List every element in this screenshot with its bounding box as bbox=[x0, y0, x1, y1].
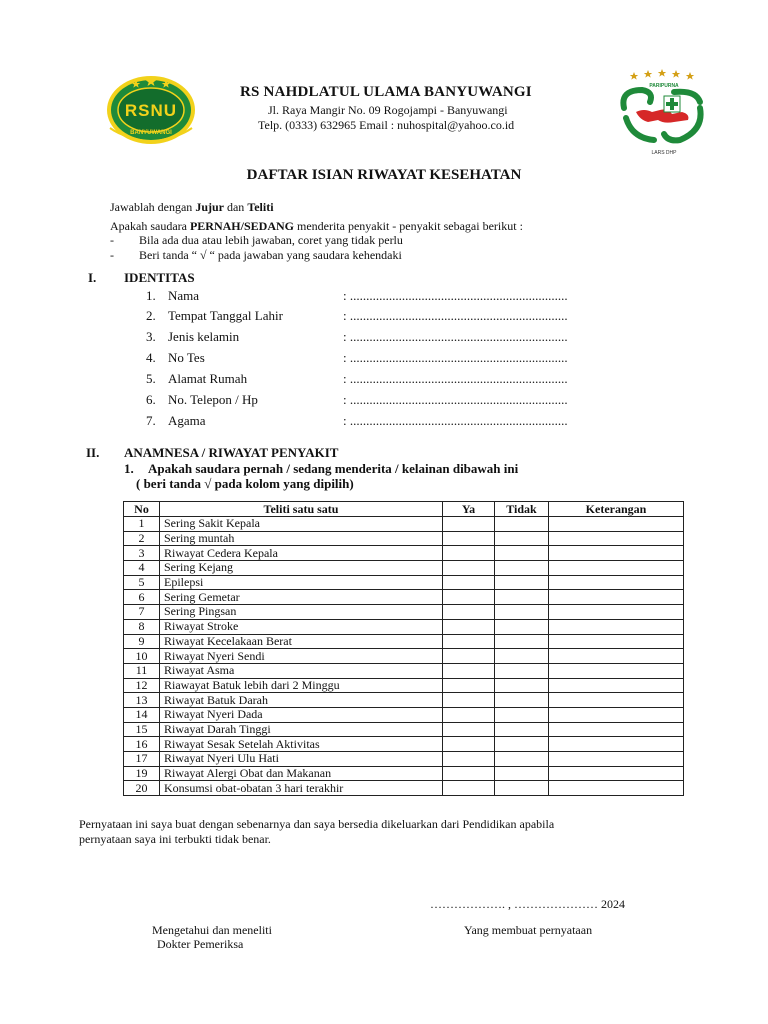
field-blank[interactable]: : ................................................................... bbox=[343, 371, 568, 386]
signature-right-line-1: Yang membuat pernyataan bbox=[464, 923, 593, 937]
logo-left-text: RSNU bbox=[124, 101, 178, 120]
cell-tidak[interactable] bbox=[495, 678, 549, 693]
cell-tidak[interactable] bbox=[495, 781, 549, 796]
bullet-1-text: Bila ada dua atau lebih jawaban, coret yang tidak perlu bbox=[139, 233, 403, 247]
header-item: Teliti satu satu bbox=[160, 502, 443, 517]
table-row bbox=[124, 546, 684, 561]
logo-left-subtext: BANYUWANGI bbox=[130, 130, 172, 136]
cell-tidak[interactable] bbox=[495, 575, 549, 590]
field-jenis-kelamin[interactable] bbox=[0, 329, 768, 345]
field-number: 7. bbox=[146, 413, 156, 428]
cell-keterangan[interactable] bbox=[549, 781, 684, 796]
table-row bbox=[124, 707, 684, 722]
cell-keterangan[interactable] bbox=[549, 561, 684, 576]
cell-ya[interactable] bbox=[443, 766, 495, 781]
hospital-name: RS NAHDLATUL ULAMA BANYUWANGI bbox=[240, 84, 532, 100]
cell-keterangan[interactable] bbox=[549, 590, 684, 605]
row-no: 17 bbox=[124, 752, 160, 767]
cell-ya[interactable] bbox=[443, 781, 495, 796]
hospital-contact: Telp. (0333) 632965 Email : nuhospital@yahoo.co.id bbox=[258, 118, 515, 132]
header-ya: Ya bbox=[443, 502, 495, 517]
field-number: 1. bbox=[146, 288, 156, 303]
row-item: Sering Sakit Kepala bbox=[160, 517, 443, 532]
instruction-1-prefix: Jawablah dengan bbox=[110, 200, 193, 214]
cell-tidak[interactable] bbox=[495, 737, 549, 752]
cell-ya[interactable] bbox=[443, 517, 495, 532]
cell-tidak[interactable] bbox=[495, 693, 549, 708]
row-no: 8 bbox=[124, 619, 160, 634]
table-row bbox=[124, 781, 684, 796]
field-blank[interactable]: : ................................................................... bbox=[343, 288, 568, 303]
rsnu-logo bbox=[104, 72, 198, 146]
row-item: Riwayat Stroke bbox=[160, 619, 443, 634]
table-row bbox=[124, 766, 684, 781]
field-blank[interactable]: : ................................................................... bbox=[343, 350, 568, 365]
row-item: Sering muntah bbox=[160, 531, 443, 546]
cell-ya[interactable] bbox=[443, 722, 495, 737]
row-item: Sering Gemetar bbox=[160, 590, 443, 605]
row-no: 3 bbox=[124, 546, 160, 561]
cell-keterangan[interactable] bbox=[549, 693, 684, 708]
row-item: Konsumsi obat-obatan 3 hari terakhir bbox=[160, 781, 443, 796]
row-item: Riwayat Batuk Darah bbox=[160, 693, 443, 708]
question-note: ( beri tanda √ pada kolom yang dipilih) bbox=[136, 476, 354, 491]
statement-line-1: Pernyataan ini saya buat dengan sebenarnya dan saya bersedia dikeluarkan dari Pendidikan apabila bbox=[79, 817, 555, 831]
cell-ya[interactable] bbox=[443, 546, 495, 561]
field-no-telepon[interactable] bbox=[0, 392, 768, 408]
cell-ya[interactable] bbox=[443, 707, 495, 722]
cell-ya[interactable] bbox=[443, 634, 495, 649]
cell-tidak[interactable] bbox=[495, 517, 549, 532]
row-item: Riwayat Nyeri Ulu Hati bbox=[160, 752, 443, 767]
question-number: 1. bbox=[124, 461, 134, 476]
cell-keterangan[interactable] bbox=[549, 752, 684, 767]
row-no: 12 bbox=[124, 678, 160, 693]
section-ii-numeral: II. bbox=[86, 445, 100, 460]
medical-history-table bbox=[123, 501, 684, 796]
field-no-tes[interactable] bbox=[0, 350, 768, 366]
row-item: Riwayat Asma bbox=[160, 663, 443, 678]
row-item: Riwayat Kecelakaan Berat bbox=[160, 634, 443, 649]
row-no: 10 bbox=[124, 649, 160, 664]
cell-tidak[interactable] bbox=[495, 663, 549, 678]
document-title: DAFTAR ISIAN RIWAYAT KESEHATAN bbox=[246, 167, 522, 183]
instruction-1-teliti: Teliti bbox=[247, 200, 274, 214]
cell-keterangan[interactable] bbox=[549, 678, 684, 693]
table-row bbox=[124, 634, 684, 649]
field-label: No Tes bbox=[168, 350, 205, 365]
field-nama[interactable] bbox=[0, 288, 768, 304]
row-item: Riwayat Nyeri Sendi bbox=[160, 649, 443, 664]
cell-ya[interactable] bbox=[443, 531, 495, 546]
bullet-2-mark: - bbox=[110, 248, 114, 262]
bullet-1-mark: - bbox=[110, 233, 114, 247]
table-row bbox=[124, 649, 684, 664]
cell-tidak[interactable] bbox=[495, 605, 549, 620]
field-agama[interactable] bbox=[0, 413, 768, 429]
row-no: 1 bbox=[124, 517, 160, 532]
table-row bbox=[124, 752, 684, 767]
instruction-1-jujur: Jujur bbox=[195, 200, 224, 214]
cell-ya[interactable] bbox=[443, 752, 495, 767]
cell-ya[interactable] bbox=[443, 561, 495, 576]
instruction-line-1 bbox=[110, 200, 274, 215]
table-row bbox=[124, 605, 684, 620]
row-item: Epilepsi bbox=[160, 575, 443, 590]
row-no: 4 bbox=[124, 561, 160, 576]
cell-tidak[interactable] bbox=[495, 707, 549, 722]
bullet-2-text: Beri tanda “ √ “ pada jawaban yang saudara kehendaki bbox=[139, 248, 402, 262]
cell-keterangan[interactable] bbox=[549, 707, 684, 722]
field-number: 3. bbox=[146, 329, 156, 344]
field-blank[interactable]: : ................................................................... bbox=[343, 308, 568, 323]
field-label: Tempat Tanggal Lahir bbox=[168, 308, 283, 323]
table-row bbox=[124, 737, 684, 752]
cell-keterangan[interactable] bbox=[549, 722, 684, 737]
row-item: Riawayat Batuk lebih dari 2 Minggu bbox=[160, 678, 443, 693]
row-no: 13 bbox=[124, 693, 160, 708]
row-no: 19 bbox=[124, 766, 160, 781]
logo-right-top: PARIPURNA bbox=[649, 83, 679, 89]
table-row bbox=[124, 561, 684, 576]
row-item: Sering Pingsan bbox=[160, 605, 443, 620]
row-item: Riwayat Nyeri Dada bbox=[160, 707, 443, 722]
cell-ya[interactable] bbox=[443, 605, 495, 620]
table-row bbox=[124, 590, 684, 605]
table-row bbox=[124, 663, 684, 678]
header-keterangan: Keterangan bbox=[549, 502, 684, 517]
instruction-line-2 bbox=[110, 219, 523, 234]
field-label: Alamat Rumah bbox=[168, 371, 248, 386]
cell-tidak[interactable] bbox=[495, 531, 549, 546]
field-number: 4. bbox=[146, 350, 156, 365]
logo-right-bottom: LARS DHP bbox=[651, 150, 677, 156]
table-row bbox=[124, 693, 684, 708]
question-text: Apakah saudara pernah / sedang menderita / kelainan dibawah ini bbox=[148, 461, 519, 476]
section-i-numeral: I. bbox=[88, 270, 97, 285]
paripurna-logo bbox=[614, 68, 710, 160]
table-row bbox=[124, 517, 684, 532]
cell-keterangan[interactable] bbox=[549, 517, 684, 532]
cell-keterangan[interactable] bbox=[549, 649, 684, 664]
cell-keterangan[interactable] bbox=[549, 634, 684, 649]
table-row bbox=[124, 722, 684, 737]
row-no: 5 bbox=[124, 575, 160, 590]
field-alamat-rumah[interactable] bbox=[0, 371, 768, 387]
instruction-2-bold: PERNAH/SEDANG bbox=[189, 219, 294, 233]
cell-tidak[interactable] bbox=[495, 766, 549, 781]
table-row bbox=[124, 531, 684, 546]
row-item: Riwayat Cedera Kepala bbox=[160, 546, 443, 561]
header-no: No bbox=[124, 502, 160, 517]
field-label: Nama bbox=[168, 288, 200, 303]
cell-tidak[interactable] bbox=[495, 649, 549, 664]
cell-keterangan[interactable] bbox=[549, 766, 684, 781]
field-number: 6. bbox=[146, 392, 156, 407]
field-label: Jenis kelamin bbox=[168, 329, 240, 344]
row-no: 15 bbox=[124, 722, 160, 737]
row-no: 16 bbox=[124, 737, 160, 752]
cell-tidak[interactable] bbox=[495, 634, 549, 649]
date-line[interactable]: ………………. , ………………… 2024 bbox=[430, 897, 625, 911]
table-row bbox=[124, 575, 684, 590]
cell-tidak[interactable] bbox=[495, 619, 549, 634]
field-blank[interactable]: : ................................................................... bbox=[343, 392, 568, 407]
cell-ya[interactable] bbox=[443, 737, 495, 752]
cell-ya[interactable] bbox=[443, 649, 495, 664]
row-no: 14 bbox=[124, 707, 160, 722]
cell-tidak[interactable] bbox=[495, 546, 549, 561]
field-label: Agama bbox=[168, 413, 206, 428]
cell-ya[interactable] bbox=[443, 663, 495, 678]
cell-keterangan[interactable] bbox=[549, 663, 684, 678]
instruction-1-mid: dan bbox=[226, 200, 245, 214]
row-item: Sering Kejang bbox=[160, 561, 443, 576]
signature-left-line-2: Dokter Pemeriksa bbox=[157, 937, 244, 951]
field-number: 5. bbox=[146, 371, 156, 386]
instruction-2-suffix: menderita penyakit - penyakit sebagai berikut : bbox=[296, 219, 523, 233]
cell-tidak[interactable] bbox=[495, 561, 549, 576]
field-tempat-tanggal-lahir[interactable] bbox=[0, 308, 768, 324]
cell-keterangan[interactable] bbox=[549, 619, 684, 634]
row-no: 9 bbox=[124, 634, 160, 649]
row-item: Riwayat Alergi Obat dan Makanan bbox=[160, 766, 443, 781]
cell-ya[interactable] bbox=[443, 693, 495, 708]
signature-left-line-1: Mengetahui dan meneliti bbox=[152, 923, 272, 937]
cell-keterangan[interactable] bbox=[549, 575, 684, 590]
hospital-address: Jl. Raya Mangir No. 09 Rogojampi - Banyuwangi bbox=[268, 103, 508, 117]
cell-ya[interactable] bbox=[443, 678, 495, 693]
table-row bbox=[124, 619, 684, 634]
field-blank[interactable]: : ................................................................... bbox=[343, 413, 568, 428]
instruction-2-prefix: Apakah saudara bbox=[110, 219, 187, 233]
cell-tidak[interactable] bbox=[495, 752, 549, 767]
row-no: 6 bbox=[124, 590, 160, 605]
row-no: 2 bbox=[124, 531, 160, 546]
cell-keterangan[interactable] bbox=[549, 546, 684, 561]
row-item: Riwayat Sesak Setelah Aktivitas bbox=[160, 737, 443, 752]
row-item: Riwayat Darah Tinggi bbox=[160, 722, 443, 737]
table-header-row bbox=[124, 502, 684, 517]
statement-line-2: pernyataan saya ini terbukti tidak benar. bbox=[79, 832, 271, 846]
header-tidak: Tidak bbox=[495, 502, 549, 517]
table-row bbox=[124, 678, 684, 693]
field-number: 2. bbox=[146, 308, 156, 323]
cell-tidak[interactable] bbox=[495, 590, 549, 605]
cell-keterangan[interactable] bbox=[549, 531, 684, 546]
row-no: 20 bbox=[124, 781, 160, 796]
row-no: 7 bbox=[124, 605, 160, 620]
cell-keterangan[interactable] bbox=[549, 737, 684, 752]
section-ii-title: ANAMNESA / RIWAYAT PENYAKIT bbox=[124, 445, 339, 460]
cell-keterangan[interactable] bbox=[549, 605, 684, 620]
cell-tidak[interactable] bbox=[495, 722, 549, 737]
row-no: 11 bbox=[124, 663, 160, 678]
cell-ya[interactable] bbox=[443, 619, 495, 634]
field-blank[interactable]: : ................................................................... bbox=[343, 329, 568, 344]
cell-ya[interactable] bbox=[443, 590, 495, 605]
field-label: No. Telepon / Hp bbox=[168, 392, 258, 407]
cell-ya[interactable] bbox=[443, 575, 495, 590]
section-i-title: IDENTITAS bbox=[124, 270, 195, 285]
